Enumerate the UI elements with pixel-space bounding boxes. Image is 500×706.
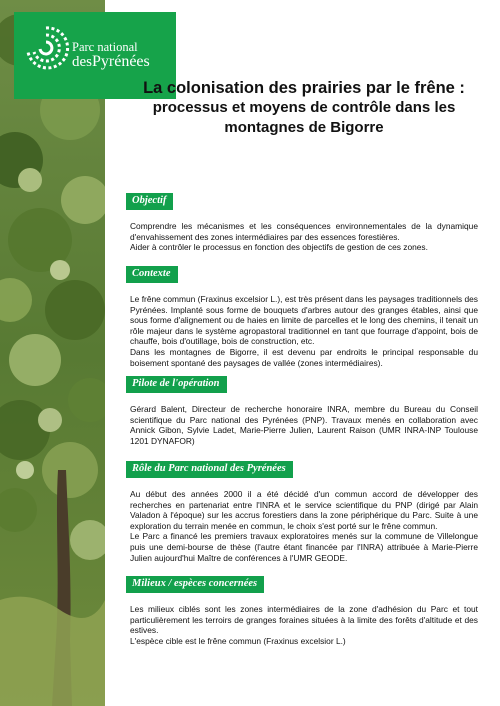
tree-photo-illustration (0, 0, 105, 706)
section-role-parc (126, 458, 478, 563)
title-line1: La colonisation des prairies par le frêne : (143, 79, 465, 97)
section-label: Pilote de l'opération (126, 376, 227, 393)
section-text: Gérard Balent, Directeur de recherche honoraire INRA, membre du Bureau du Conseil scientifique du Parc national des Pyrénées (PNP). Travaux menés en collaboration avec Annick Gibon, Sylvie Ladet, Marie-Pierre Julien, Laurent Raison (UMR INRA-INP Toulouse 1201 DYNAFOR) (130, 404, 478, 446)
section-pilote (126, 373, 478, 446)
title-line2: processus et moyens de contrôle dans les montagnes de Bigorre (152, 99, 456, 136)
section-objectif (126, 190, 478, 253)
tree-photo (0, 0, 105, 706)
section-text: Au début des années 2000 il a été décidé d'un commun accord de développer des recherches en partenariat entre l'INRA et le service scientifique du PNP (dirigé par Alain Valadon à l'époque) sur les accrus forestiers dans la zone périphérique du Parc. Suite à une exploration du terrain menée en commun, le choix s'est porté sur le frêne commun. Le Parc a financé les premiers travaux exploratoires menés sur la commune de Villelongue puis une demi-bourse de thèse (l'autre étant financée par l'INRA) attribuée à Marie-Pierre Julien aujourd'hui Maître de conférences à l'UMR GEODE. (130, 489, 478, 563)
logo-text-line1: Parc national (72, 40, 138, 54)
section-label: Objectif (126, 193, 173, 210)
section-label: Contexte (126, 266, 178, 283)
document-title (118, 78, 490, 138)
section-label: Rôle du Parc national des Pyrénées (126, 461, 293, 478)
spiral-logo-icon (22, 24, 70, 72)
section-milieux (126, 573, 478, 646)
section-label: Milieux / espèces concernées (126, 576, 264, 593)
section-text: Les milieux ciblés sont les zones intermédiaires de la zone d'adhésion du Parc et tout particulièrement les terroirs de granges foraines situées à la limite des forêts d'altitude et des estives. L'espèce cible est le frêne commun (Fraxinus excelsior L.) (130, 604, 478, 646)
section-text: Comprendre les mécanismes et les conséquences environnementales de la dynamique d'envahissement des zones intermédiaires par des essences forestières. Aider à contrôler le processus en fonction des objectifs de gestion de ces zones. (130, 221, 478, 253)
logo-text-line2: desPyrénées (72, 53, 150, 70)
section-contexte (126, 263, 478, 368)
section-text: Le frêne commun (Fraxinus excelsior L.), est très présent dans les paysages traditionnels des Pyrénées. Implanté sous forme de bouquets d'arbres autour des granges étables, ainsi que sous forme d'alignement ou de haies en limite de parcelles et le long des chemins, il tenait un rôle majeur dans le système agropastoral traditionnel en tant que fourrage d'appoint, bois de chauffe, bois d'outillage, bois de construction, etc. Dans les montagnes de Bigorre, il est devenu par endroits le principal responsable du boisement spontané des paysages de vallée (zones intermédiaires). (130, 294, 478, 368)
